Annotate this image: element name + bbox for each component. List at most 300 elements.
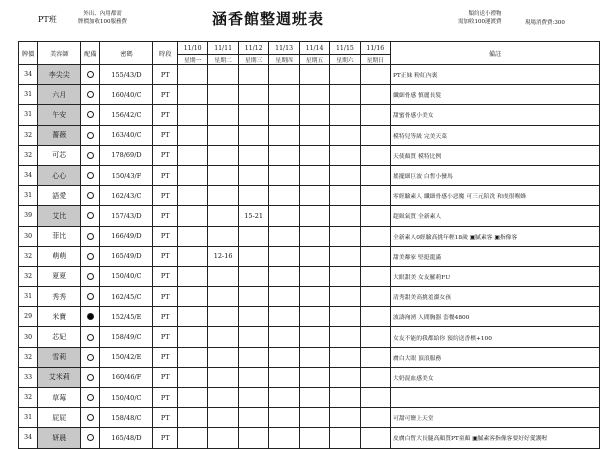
pt-label: PT班 xyxy=(38,15,57,24)
uniform-cell xyxy=(81,327,100,347)
day-cell xyxy=(177,266,207,286)
note-cell xyxy=(391,388,600,408)
table-row xyxy=(19,125,600,145)
note-cell: 模特兒等級 完美天菜 xyxy=(391,125,600,145)
beautician-name: 艾米莉 xyxy=(38,367,81,387)
note-cell: 天使顏質 模特比例 xyxy=(391,145,600,165)
code-cell: 152/45/E xyxy=(100,307,153,327)
weekday-header: 星期四 xyxy=(269,55,299,65)
day-cell xyxy=(360,367,390,387)
circle-icon xyxy=(87,434,94,441)
day-cell xyxy=(238,388,269,408)
day-cell xyxy=(177,388,207,408)
day-cell xyxy=(299,186,329,206)
table-row xyxy=(19,347,600,367)
day-cell xyxy=(330,246,360,266)
day-cell xyxy=(208,186,239,206)
day-cell xyxy=(299,125,329,145)
table-row xyxy=(19,367,600,387)
slot-cell: PT xyxy=(153,186,177,206)
table-row xyxy=(19,186,600,206)
circle-icon xyxy=(87,91,94,98)
uniform-cell xyxy=(81,347,100,367)
day-cell xyxy=(238,428,269,448)
beautician-name: 秀秀 xyxy=(38,287,81,307)
day-cell xyxy=(269,428,299,448)
circle-icon xyxy=(87,192,94,199)
date-header: 11/16 xyxy=(360,42,390,55)
number-cell: 32 xyxy=(19,347,38,367)
day-cell xyxy=(299,327,329,347)
number-cell: 31 xyxy=(19,186,38,206)
note-cell: 零經驗素人 纖細骨感小惡魔 可三元陪洗 和虔很喉蜂 xyxy=(391,186,600,206)
day-cell xyxy=(330,408,360,428)
day-cell xyxy=(360,327,390,347)
uniform-cell xyxy=(81,206,100,226)
day-cell xyxy=(330,105,360,125)
table-row xyxy=(19,165,600,185)
day-cell xyxy=(360,125,390,145)
table-row xyxy=(19,327,600,347)
day-cell xyxy=(208,428,239,448)
day-cell xyxy=(360,287,390,307)
day-cell xyxy=(208,307,239,327)
weekday-header: 星期二 xyxy=(208,55,239,65)
schedule-table xyxy=(18,41,600,449)
date-header: 11/11 xyxy=(208,42,239,55)
day-cell xyxy=(208,287,239,307)
day-cell xyxy=(269,307,299,327)
table-row xyxy=(19,105,600,125)
day-cell xyxy=(238,408,269,428)
beautician-name: 可芯 xyxy=(38,145,81,165)
day-cell xyxy=(360,428,390,448)
day-cell xyxy=(299,65,329,85)
day-cell xyxy=(177,428,207,448)
day-cell xyxy=(269,347,299,367)
weekday-header: 星期五 xyxy=(299,55,329,65)
circle-icon xyxy=(87,71,94,78)
beautician-name: 芯妃 xyxy=(38,327,81,347)
day-cell xyxy=(238,246,269,266)
day-cell xyxy=(330,226,360,246)
weekday-header: 星期日 xyxy=(360,55,390,65)
day-cell xyxy=(330,186,360,206)
code-cell: 165/48/D xyxy=(100,428,153,448)
day-cell xyxy=(299,428,329,448)
circle-icon xyxy=(87,152,94,159)
number-cell: 32 xyxy=(19,246,38,266)
uniform-cell xyxy=(81,186,100,206)
day-cell xyxy=(299,165,329,185)
weekday-header: 星期一 xyxy=(177,55,207,65)
header-note-right xyxy=(458,10,502,26)
fee-label: 現場消費費:300 xyxy=(525,20,565,26)
col-header-uniform: 配備 xyxy=(81,42,100,65)
day-cell xyxy=(177,145,207,165)
day-cell xyxy=(208,165,239,185)
beautician-name: 心心 xyxy=(38,165,81,185)
date-header: 11/13 xyxy=(269,42,299,55)
day-cell xyxy=(299,347,329,367)
uniform-cell xyxy=(81,408,100,428)
col-header-number: 牌價 xyxy=(19,42,38,65)
note-cell: 搖擺細巨波 白皙小蠻馬 xyxy=(391,165,600,185)
day-cell xyxy=(177,327,207,347)
slot-cell: PT xyxy=(153,105,177,125)
day-cell xyxy=(360,307,390,327)
day-cell xyxy=(360,186,390,206)
col-header-beautician: 美容師 xyxy=(38,42,81,65)
circle-icon xyxy=(87,334,94,341)
day-cell xyxy=(238,347,269,367)
note-cell: 波濤洶湧 人間胸器 套餐4800 xyxy=(391,307,600,327)
day-cell xyxy=(330,327,360,347)
number-cell: 31 xyxy=(19,105,38,125)
slot-cell: PT xyxy=(153,367,177,387)
col-header-notes: 備註 xyxy=(391,42,600,65)
day-cell xyxy=(330,206,360,226)
header-note-left-line1: 外出、內用都需 xyxy=(83,11,122,17)
circle-icon xyxy=(87,273,94,280)
note-cell: 膚白大眼 頂浪服務 xyxy=(391,347,600,367)
note-cell: 纖細骨感 慎麗長髮 xyxy=(391,85,600,105)
day-cell xyxy=(238,125,269,145)
code-cell: 158/48/C xyxy=(100,408,153,428)
day-cell xyxy=(360,206,390,226)
day-cell xyxy=(269,266,299,286)
table-row xyxy=(19,206,600,226)
circle-icon xyxy=(87,111,94,118)
day-cell xyxy=(299,246,329,266)
beautician-name: 米寶 xyxy=(38,307,81,327)
note-cell: 皮膚白皙大長腿高顏質PT童顏 ▣膩素客指像客要好好愛護喔 xyxy=(391,428,600,448)
day-cell xyxy=(330,125,360,145)
beautician-name: 薔薇 xyxy=(38,125,81,145)
uniform-cell xyxy=(81,145,100,165)
table-row xyxy=(19,307,600,327)
number-cell: 31 xyxy=(19,85,38,105)
slot-cell: PT xyxy=(153,65,177,85)
beautician-name: 艾比 xyxy=(38,206,81,226)
code-cell: 165/49/D xyxy=(100,246,153,266)
table-row xyxy=(19,287,600,307)
number-cell: 30 xyxy=(19,327,38,347)
date-header: 11/10 xyxy=(177,42,207,55)
day-cell xyxy=(238,287,269,307)
day-cell xyxy=(330,287,360,307)
day-cell xyxy=(269,287,299,307)
uniform-cell xyxy=(81,65,100,85)
number-cell: 32 xyxy=(19,266,38,286)
day-cell xyxy=(208,226,239,246)
day-cell xyxy=(269,165,299,185)
day-cell xyxy=(177,65,207,85)
day-cell xyxy=(299,388,329,408)
code-cell: 150/42/E xyxy=(100,347,153,367)
note-cell: 女友不能的我都給你 預約送香檳+100 xyxy=(391,327,600,347)
code-cell: 162/45/C xyxy=(100,287,153,307)
number-cell: 33 xyxy=(19,367,38,387)
date-header: 11/12 xyxy=(238,42,269,55)
day-cell xyxy=(330,165,360,185)
day-cell xyxy=(269,186,299,206)
code-cell: 150/40/C xyxy=(100,388,153,408)
day-cell xyxy=(330,428,360,448)
day-cell xyxy=(177,287,207,307)
slot-cell: PT xyxy=(153,428,177,448)
date-header: 11/15 xyxy=(330,42,360,55)
number-cell: 34 xyxy=(19,165,38,185)
number-cell: 31 xyxy=(19,287,38,307)
day-cell xyxy=(238,307,269,327)
day-cell xyxy=(177,105,207,125)
day-cell xyxy=(360,105,390,125)
header-note-left xyxy=(78,10,127,26)
day-cell xyxy=(360,145,390,165)
uniform-cell xyxy=(81,125,100,145)
day-cell xyxy=(360,226,390,246)
table-row xyxy=(19,85,600,105)
day-cell xyxy=(177,125,207,145)
table-row xyxy=(19,428,600,448)
day-cell xyxy=(330,347,360,367)
day-cell xyxy=(299,266,329,286)
day-cell xyxy=(269,246,299,266)
uniform-cell xyxy=(81,105,100,125)
day-cell xyxy=(208,388,239,408)
day-cell xyxy=(177,85,207,105)
date-header: 11/14 xyxy=(299,42,329,55)
col-header-slot: 時段 xyxy=(153,42,177,65)
day-cell xyxy=(299,367,329,387)
table-row xyxy=(19,226,600,246)
uniform-cell xyxy=(81,287,100,307)
day-cell xyxy=(269,65,299,85)
beautician-name: 語愛 xyxy=(38,186,81,206)
header-note-right-line2: 需加收100運渡費 xyxy=(458,19,502,25)
beautician-name: 午安 xyxy=(38,105,81,125)
slot-cell: PT xyxy=(153,266,177,286)
table-row xyxy=(19,266,600,286)
table-row xyxy=(19,408,600,428)
day-cell xyxy=(299,85,329,105)
day-cell xyxy=(208,347,239,367)
day-cell xyxy=(269,367,299,387)
day-cell xyxy=(330,266,360,286)
slot-cell: PT xyxy=(153,85,177,105)
day-cell xyxy=(299,226,329,246)
code-cell: 160/46/F xyxy=(100,367,153,387)
col-header-code: 密碼 xyxy=(100,42,153,65)
day-cell xyxy=(177,347,207,367)
slot-cell: PT xyxy=(153,226,177,246)
day-cell xyxy=(299,145,329,165)
page-title: 涵香館整週班表 xyxy=(212,10,325,28)
uniform-cell xyxy=(81,226,100,246)
note-cell: 清秀甜美高挑羞澀女孩 xyxy=(391,287,600,307)
note-cell: 可甜可鹽上天堂 xyxy=(391,408,600,428)
day-cell xyxy=(330,145,360,165)
day-cell xyxy=(330,367,360,387)
uniform-cell xyxy=(81,388,100,408)
day-cell xyxy=(208,266,239,286)
day-cell xyxy=(269,408,299,428)
day-cell xyxy=(360,85,390,105)
circle-icon xyxy=(87,172,94,179)
slot-cell: PT xyxy=(153,327,177,347)
slot-cell: PT xyxy=(153,145,177,165)
note-cell: 超級氣質 全新素人 xyxy=(391,206,600,226)
beautician-name: 雪莉 xyxy=(38,347,81,367)
beautician-name: 李尖尖 xyxy=(38,65,81,85)
note-cell: 全新素人0經驗高挑年輕18歲 ▣膩素客 ▣指像客 xyxy=(391,226,600,246)
filled-circle-icon xyxy=(87,313,94,320)
circle-icon xyxy=(87,233,94,240)
circle-icon xyxy=(87,132,94,139)
circle-icon xyxy=(87,354,94,361)
day-cell xyxy=(208,145,239,165)
day-cell xyxy=(238,65,269,85)
day-cell xyxy=(299,408,329,428)
circle-icon xyxy=(87,212,94,219)
slot-cell: PT xyxy=(153,347,177,367)
day-cell xyxy=(238,327,269,347)
day-cell xyxy=(238,85,269,105)
slot-cell: PT xyxy=(153,206,177,226)
day-cell xyxy=(238,186,269,206)
day-cell xyxy=(360,408,390,428)
uniform-cell xyxy=(81,367,100,387)
day-cell xyxy=(208,125,239,145)
day-cell xyxy=(177,165,207,185)
day-cell xyxy=(269,85,299,105)
circle-icon xyxy=(87,374,94,381)
day-cell xyxy=(269,125,299,145)
day-cell xyxy=(177,206,207,226)
weekday-header: 星期六 xyxy=(330,55,360,65)
circle-icon xyxy=(87,394,94,401)
day-cell xyxy=(299,206,329,226)
day-cell xyxy=(299,287,329,307)
slot-cell: PT xyxy=(153,408,177,428)
slot-cell: PT xyxy=(153,287,177,307)
day-cell xyxy=(269,327,299,347)
table-row xyxy=(19,246,600,266)
beautician-name: 萌萌 xyxy=(38,246,81,266)
number-cell: 29 xyxy=(19,307,38,327)
note-cell: 甜蜜骨感小美女 xyxy=(391,105,600,125)
day-cell xyxy=(330,388,360,408)
day-cell xyxy=(299,105,329,125)
day-cell xyxy=(177,226,207,246)
day-cell xyxy=(208,367,239,387)
day-cell xyxy=(208,206,239,226)
day-cell xyxy=(238,105,269,125)
number-cell: 32 xyxy=(19,125,38,145)
code-cell: 155/43/D xyxy=(100,65,153,85)
day-cell xyxy=(330,307,360,327)
code-cell: 157/43/D xyxy=(100,206,153,226)
slot-cell: PT xyxy=(153,307,177,327)
circle-icon xyxy=(87,253,94,260)
code-cell: 162/43/C xyxy=(100,186,153,206)
code-cell: 163/40/C xyxy=(100,125,153,145)
day-cell xyxy=(177,367,207,387)
slot-cell: PT xyxy=(153,388,177,408)
slot-cell: PT xyxy=(153,246,177,266)
day-cell xyxy=(269,145,299,165)
slot-cell: PT xyxy=(153,125,177,145)
code-cell: 150/40/C xyxy=(100,266,153,286)
day-cell xyxy=(269,226,299,246)
day-cell xyxy=(299,307,329,327)
beautician-name: 妍晨 xyxy=(38,428,81,448)
slot-cell: PT xyxy=(153,165,177,185)
uniform-cell xyxy=(81,85,100,105)
day-cell xyxy=(177,408,207,428)
day-cell xyxy=(208,85,239,105)
day-cell: 15-21 xyxy=(238,206,269,226)
beautician-name: 菲比 xyxy=(38,226,81,246)
circle-icon xyxy=(87,414,94,421)
weekday-header: 星期三 xyxy=(238,55,269,65)
day-cell xyxy=(269,388,299,408)
number-cell: 34 xyxy=(19,428,38,448)
day-cell xyxy=(330,65,360,85)
uniform-cell xyxy=(81,428,100,448)
header-note-left-line2: 牌價加收100服務費 xyxy=(78,19,127,25)
note-cell: PT正妹 粉紅內裏 xyxy=(391,65,600,85)
note-cell: 甜美鄰家 堅挺龍滿 xyxy=(391,246,600,266)
table-row xyxy=(19,388,600,408)
beautician-name: 夏夏 xyxy=(38,266,81,286)
note-cell: 大眼甜美 女友羅莉FU xyxy=(391,266,600,286)
day-cell xyxy=(360,388,390,408)
header-note-right-line1: 類約送小禮物 xyxy=(468,11,502,17)
beautician-name: 草莓 xyxy=(38,388,81,408)
uniform-cell xyxy=(81,246,100,266)
day-cell xyxy=(360,165,390,185)
number-cell: 30 xyxy=(19,226,38,246)
day-cell xyxy=(238,226,269,246)
beautician-name: 屁屁 xyxy=(38,408,81,428)
code-cell: 156/42/C xyxy=(100,105,153,125)
note-cell: 大奶混血感美女 xyxy=(391,367,600,387)
code-cell: 160/40/C xyxy=(100,85,153,105)
day-cell xyxy=(177,246,207,266)
table-row xyxy=(19,145,600,165)
circle-icon xyxy=(87,293,94,300)
day-cell xyxy=(360,65,390,85)
day-cell xyxy=(360,246,390,266)
code-cell: 166/49/D xyxy=(100,226,153,246)
beautician-name: 六月 xyxy=(38,85,81,105)
day-cell xyxy=(208,65,239,85)
number-cell: 31 xyxy=(19,408,38,428)
day-cell xyxy=(208,408,239,428)
code-cell: 150/43/F xyxy=(100,165,153,185)
day-cell xyxy=(269,206,299,226)
day-cell xyxy=(177,307,207,327)
uniform-cell xyxy=(81,266,100,286)
day-cell xyxy=(238,145,269,165)
day-cell xyxy=(238,165,269,185)
number-cell: 32 xyxy=(19,388,38,408)
uniform-cell xyxy=(81,307,100,327)
day-cell xyxy=(208,327,239,347)
day-cell xyxy=(360,266,390,286)
